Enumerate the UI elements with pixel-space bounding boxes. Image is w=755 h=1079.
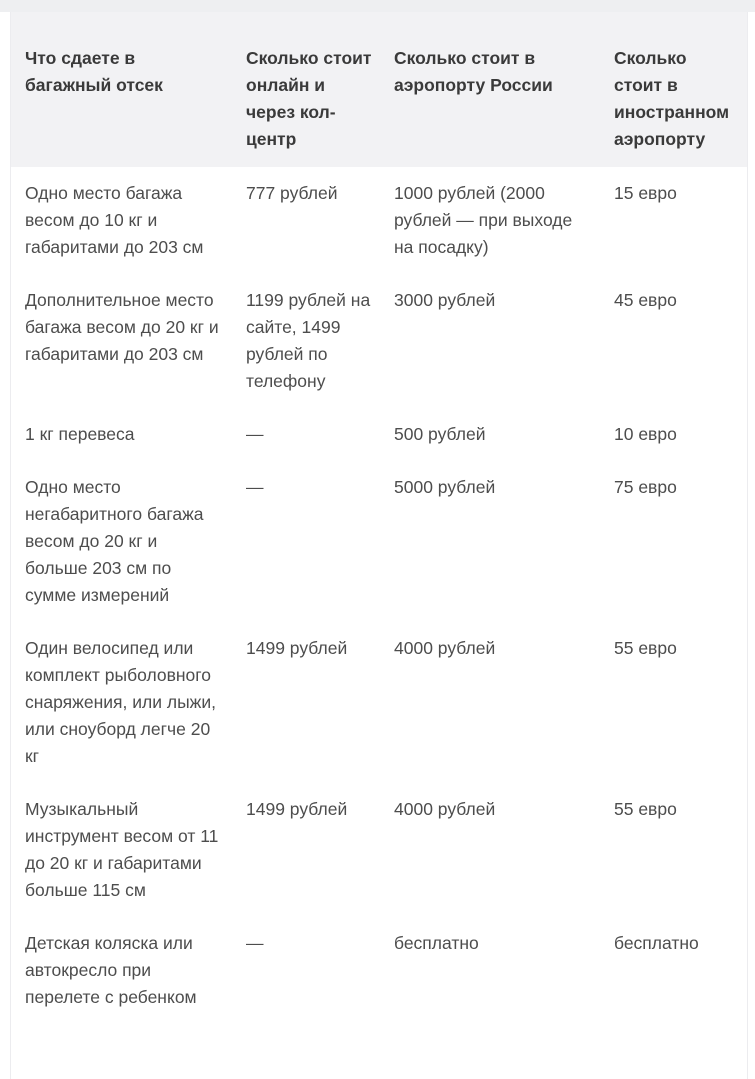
table-cell-foreign-airport-price: 55 евро [614, 638, 677, 658]
header-cell-russia-airport-price: Сколько стоит в аэропорту России [380, 12, 600, 167]
table-row [11, 917, 747, 1024]
header-cell-item: Что сдаете в багажный отсек [11, 12, 232, 167]
top-band [0, 0, 755, 12]
table-cell-russia-airport-price: 500 рублей [394, 424, 486, 444]
table-cell-russia-airport-price: 4000 рублей [394, 799, 496, 819]
baggage-fees-table-container [10, 12, 748, 1079]
table-cell-russia-airport-price: 1000 рублей (2000 рублей — при выходе на посадку) [394, 183, 573, 257]
table-cell-russia-airport-price: бесплатно [394, 933, 479, 953]
table-cell-online-price: 1499 рублей [246, 799, 348, 819]
table-cell-online-price: — [246, 933, 264, 953]
table-cell-item: Одно место негабаритного багажа весом до 20 кг и больше 203 см по сумме измерений [25, 477, 204, 605]
header-cell-foreign-airport-price: Сколько стоит в иностранном аэропорту [600, 12, 747, 167]
header-cell-online-price: Сколько стоит онлайн и через кол-центр [232, 12, 380, 167]
baggage-fees-table [11, 12, 747, 1024]
table-cell-item: Один велосипед или комплект рыболовного снаряжения, или лыжи, или сноуборд легче 20 кг [25, 638, 216, 766]
table-body [11, 167, 747, 1024]
table-cell-item: Детская коляска или автокресло при перелете с ребенком [25, 933, 197, 1007]
table-cell-foreign-airport-price: 15 евро [614, 183, 677, 203]
table-cell-item: 1 кг перевеса [25, 424, 135, 444]
table-cell-online-price: — [246, 477, 264, 497]
table-cell-item: Музыкальный инструмент весом от 11 до 20 кг и габаритами больше 115 см [25, 799, 219, 900]
table-cell-online-price: 1499 рублей [246, 638, 348, 658]
table-cell-russia-airport-price: 5000 рублей [394, 477, 496, 497]
table-cell-foreign-airport-price: 10 евро [614, 424, 677, 444]
table-row [11, 622, 747, 783]
table-header [11, 12, 747, 167]
table-cell-online-price: — [246, 424, 264, 444]
table-cell-foreign-airport-price: 55 евро [614, 799, 677, 819]
table-cell-foreign-airport-price: 45 евро [614, 290, 677, 310]
table-cell-foreign-airport-price: бесплатно [614, 933, 699, 953]
table-row [11, 167, 747, 274]
table-row [11, 408, 747, 461]
table-cell-foreign-airport-price: 75 евро [614, 477, 677, 497]
table-cell-russia-airport-price: 4000 рублей [394, 638, 496, 658]
table-row [11, 461, 747, 622]
table-cell-item: Дополнительное место багажа весом до 20 кг и габаритами до 203 см [25, 290, 219, 364]
header-row [11, 12, 747, 167]
table-cell-online-price: 1199 рублей на сайте, 1499 рублей по телефону [246, 290, 371, 391]
table-cell-online-price: 777 рублей [246, 183, 338, 203]
table-row [11, 783, 747, 917]
table-cell-item: Одно место багажа весом до 10 кг и габаритами до 203 см [25, 183, 204, 257]
table-cell-russia-airport-price: 3000 рублей [394, 290, 496, 310]
table-row [11, 274, 747, 408]
